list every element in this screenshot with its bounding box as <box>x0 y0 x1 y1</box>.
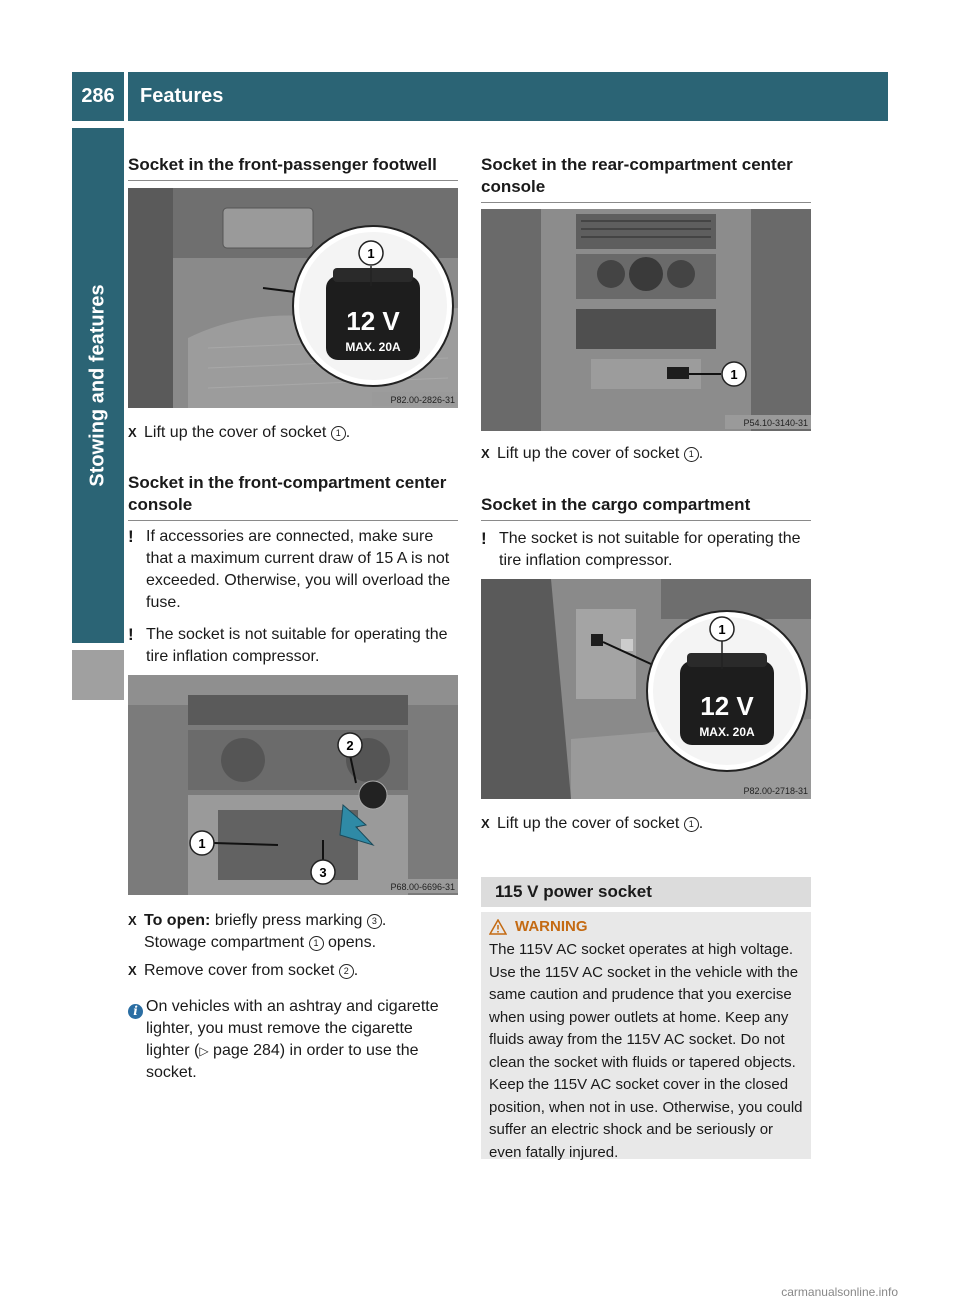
note-accessories: ! If accessories are connected, make sure that a maximum current draw of 15 A is not exceeded. Otherwise, you will overload the fuse. <box>128 527 451 611</box>
page-ref-arrow-icon: ▷ <box>199 1044 209 1058</box>
callout-1: 1 <box>730 367 738 382</box>
figure-footwell-socket <box>128 188 458 408</box>
figure-code: P82.00-2718-31 <box>743 786 808 796</box>
note-cargo-compressor: ! The socket is not suitable for operating the tire inflation compressor. <box>481 529 801 569</box>
figure-code: P54.10-3140-31 <box>743 418 808 428</box>
info-note-ashtray: i On vehicles with an ashtray and cigarette lighter, you must remove the cigarette lighter (▷ page 284) in order to use the socket. <box>128 996 463 1084</box>
footer-watermark: carmanualsonline.info <box>781 1285 898 1299</box>
warning-text: The 115V AC socket operates at high voltage. Use the 115V AC socket in the vehicle with the same caution and prudence that you exercise when using power outlets at home. Keep any fluids away from the 115V AC socket. Do not clean the socket with fluids or tapered objects. Keep the 115V AC socket cover in the closed position, when not in use. Otherwise, you could suffer an electric shock and be seriously or even fatally injured. <box>489 941 803 1161</box>
figure-code: P82.00-2826-31 <box>390 395 455 405</box>
side-label: Stowing and features <box>86 284 109 487</box>
warning-triangle-icon <box>489 919 507 935</box>
page-title: Features <box>128 72 888 121</box>
callout-1: 1 <box>198 836 206 851</box>
right-heading-2: Socket in the cargo compartment <box>481 494 811 521</box>
socket-voltage-label: 12 V <box>346 306 400 336</box>
figure-cargo-socket <box>481 579 811 799</box>
figure-rear-console <box>481 209 811 431</box>
left-heading-2: Socket in the front-compartment center console <box>128 472 458 521</box>
section-heading-115v: 115 V power socket <box>481 877 811 907</box>
info-icon: i <box>128 1004 143 1019</box>
callout-1: 1 <box>718 622 726 637</box>
step-lift-cover-rear: X Lift up the cover of socket 1 . <box>481 445 704 462</box>
page-number: 286 <box>72 72 124 121</box>
step-to-open: X To open: briefly press marking 3 . Stowage compartment 1 opens. <box>128 912 387 951</box>
warning-header: WARNING <box>489 918 805 935</box>
right-heading-1: Socket in the rear-compartment center console <box>481 154 811 203</box>
socket-rating-label: MAX. 20A <box>345 340 401 354</box>
side-marker <box>72 650 124 700</box>
figure-center-console <box>128 675 458 895</box>
step-lift-cover-cargo: X Lift up the cover of socket 1 . <box>481 815 704 832</box>
figure-code: P68.00-6696-31 <box>390 882 455 892</box>
callout-3: 3 <box>319 865 327 880</box>
callout-1: 1 <box>367 246 375 261</box>
warning-box <box>481 912 811 1159</box>
socket-rating-label: MAX. 20A <box>699 725 755 739</box>
socket-voltage-label: 12 V <box>700 691 754 721</box>
step-remove-cover: X Remove cover from socket 2 . <box>128 962 359 979</box>
left-heading-1: Socket in the front-passenger footwell <box>128 154 458 181</box>
note-compressor: ! The socket is not suitable for operating the tire inflation compressor. <box>128 625 448 665</box>
step-lift-cover-1: X Lift up the cover of socket 1 . <box>128 424 351 441</box>
callout-2: 2 <box>346 738 354 753</box>
